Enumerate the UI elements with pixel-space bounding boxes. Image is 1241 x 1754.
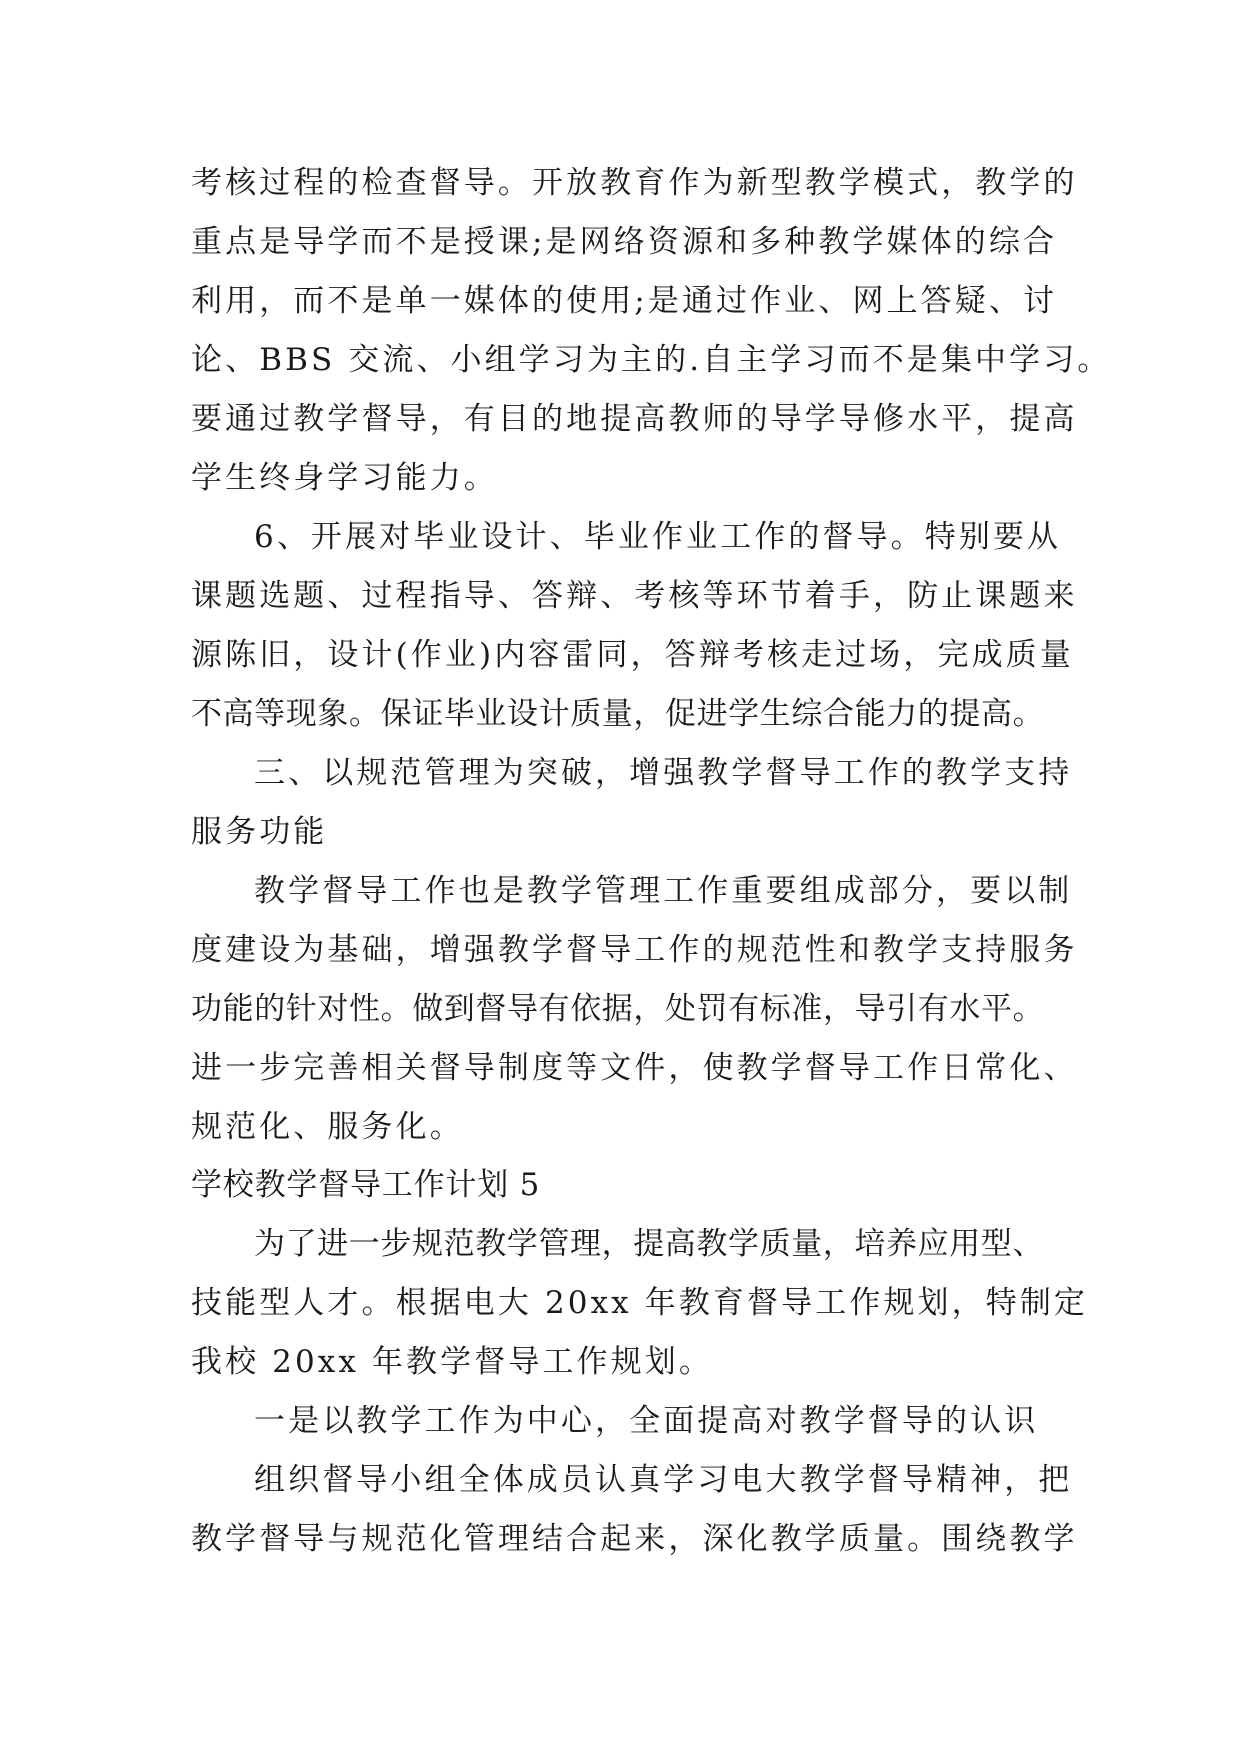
text-line-19: 为了进一步规范教学管理，提高教学质量，培养应用型、 xyxy=(254,1226,1044,1262)
text-line-2: 重点是导学而不是授课;是网络资源和多种教学媒体的综合 xyxy=(191,224,1058,260)
text-line-15: 功能的针对性。做到督导有依据，处罚有标准，导引有水平。 xyxy=(191,991,1045,1027)
text-line-22: 一是以教学工作为中心，全面提高对教学督导的认识 xyxy=(254,1403,1039,1439)
text-line-7: 6、开展对毕业设计、毕业作业工作的督导。特别要从 xyxy=(254,519,1062,555)
document-title-5: 学校教学督导工作计划 5 xyxy=(191,1167,541,1203)
text-line-1: 考核过程的检查督导。开放教育作为新型教学模式，教学的 xyxy=(191,165,1078,201)
text-line-10: 不高等现象。保证毕业设计质量，促进学生综合能力的提高。 xyxy=(191,696,1045,732)
text-line-20: 技能型人才。根据电大 20xx 年教育督导工作规划，特制定 xyxy=(191,1285,1089,1321)
text-line-5: 要通过教学督导，有目的地提高教师的导学导修水平，提高 xyxy=(191,401,1078,437)
text-line-3: 利用，而不是单一媒体的使用;是通过作业、网上答疑、讨 xyxy=(191,283,1058,319)
text-line-4: 论、BBS 交流、小组学习为主的.自主学习而不是集中学习。 xyxy=(191,342,1112,378)
text-line-6: 学生终身学习能力。 xyxy=(191,460,498,496)
text-line-9: 源陈旧，设计(作业)内容雷同，答辩考核走过场，完成质量 xyxy=(191,637,1074,673)
section-heading-3-cont: 服务功能 xyxy=(191,814,328,850)
text-line-21: 我校 20xx 年教学督导工作规划。 xyxy=(191,1344,713,1380)
text-line-24: 教学督导与规范化管理结合起来，深化教学质量。围绕教学 xyxy=(191,1521,1078,1557)
text-line-8: 课题选题、过程指导、答辩、考核等环节着手，防止课题来 xyxy=(191,578,1078,614)
text-line-16: 进一步完善相关督导制度等文件，使教学督导工作日常化、 xyxy=(191,1050,1078,1086)
text-line-23: 组织督导小组全体成员认真学习电大教学督导精神，把 xyxy=(254,1462,1073,1498)
text-line-17: 规范化、服务化。 xyxy=(191,1109,464,1145)
section-heading-3: 三、以规范管理为突破，增强教学督导工作的教学支持 xyxy=(254,755,1073,791)
text-line-14: 度建设为基础，增强教学督导工作的规范性和教学支持服务 xyxy=(191,932,1078,968)
text-line-13: 教学督导工作也是教学管理工作重要组成部分，要以制 xyxy=(254,873,1073,909)
